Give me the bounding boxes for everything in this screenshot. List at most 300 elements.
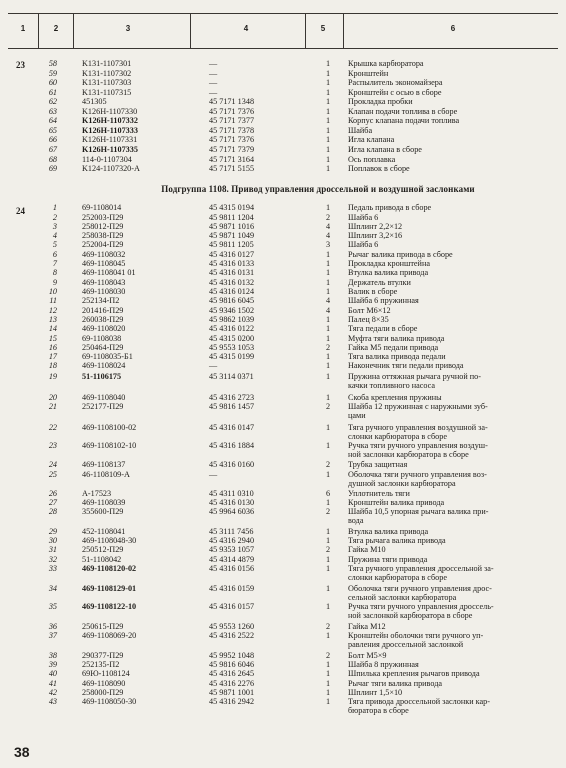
part-name: Тяга педали в сборе xyxy=(348,324,418,333)
table-row-continuation xyxy=(0,411,566,421)
catalog-number: 45 4316 2942 xyxy=(209,697,255,706)
column-divider xyxy=(73,14,74,48)
quantity: 1 xyxy=(325,423,331,432)
part-number: 469-1108120-02 xyxy=(82,564,137,573)
catalog-number: 45 9811 1205 xyxy=(209,240,254,249)
catalog-number: 45 4316 0159 xyxy=(209,584,255,593)
part-name-continuation: бюратора в сборе xyxy=(348,706,409,715)
part-number: 252004-П29 xyxy=(82,240,124,249)
table-row xyxy=(0,240,566,250)
catalog-number: — xyxy=(209,361,218,370)
part-number: K131-1107301 xyxy=(82,59,132,68)
position-number: 19 xyxy=(48,372,57,381)
part-number: 258012-П29 xyxy=(82,222,124,231)
part-name: Муфта тяги валика привода xyxy=(348,334,445,343)
quantity: 1 xyxy=(325,250,331,259)
position-number: 7 xyxy=(52,259,57,268)
position-number: 27 xyxy=(48,498,57,507)
part-name: Ручка тяги ручного управления дроссель- xyxy=(348,602,494,611)
quantity: 1 xyxy=(325,59,331,68)
part-name-continuation: сельной заслонки карбюратора xyxy=(348,593,457,602)
part-number: 469-1108032 xyxy=(82,250,126,259)
quantity: 1 xyxy=(325,259,331,268)
part-name: Кронштейн оболочки тяги ручного уп- xyxy=(348,631,484,640)
part-number: 51-1106175 xyxy=(82,372,122,381)
part-name: Шпилька крепления рычагов привода xyxy=(348,669,480,678)
position-number: 58 xyxy=(48,59,57,68)
catalog-number: 45 4315 0194 xyxy=(209,203,255,212)
quantity: 1 xyxy=(325,631,331,640)
catalog-number: 45 9952 1048 xyxy=(209,651,255,660)
position-number: 35 xyxy=(48,602,57,611)
position-number: 40 xyxy=(48,669,57,678)
table-row xyxy=(0,59,566,69)
quantity: 1 xyxy=(325,97,331,106)
quantity: 4 xyxy=(325,296,331,305)
position-number: 69 xyxy=(48,164,57,173)
quantity: 1 xyxy=(325,155,331,164)
part-number: 451305 xyxy=(82,97,107,106)
catalog-number: 45 4316 0133 xyxy=(209,259,255,268)
catalog-number: 45 9346 1502 xyxy=(209,306,255,315)
position-number: 42 xyxy=(48,688,57,697)
quantity: 2 xyxy=(325,213,331,222)
part-name: Наконечник тяги педали привода xyxy=(348,361,464,370)
part-name: Уплотнитель тяги xyxy=(348,489,410,498)
catalog-number: 45 7171 7377 xyxy=(209,116,255,125)
header-col-5: 5 xyxy=(320,24,326,33)
table-row-continuation xyxy=(0,450,566,460)
quantity: 1 xyxy=(325,564,331,573)
part-number: 469-1108043 xyxy=(82,278,126,287)
part-name: Скоба крепления пружины xyxy=(348,393,442,402)
position-number: 22 xyxy=(48,423,57,432)
part-name-continuation: вода xyxy=(348,516,364,525)
part-name: Прокладка кронштейна xyxy=(348,259,430,268)
table-row xyxy=(0,669,566,679)
group-number-23: 23 xyxy=(16,60,25,70)
part-number: 469-1108122-10 xyxy=(82,602,137,611)
catalog-number: 45 9816 1457 xyxy=(209,402,255,411)
table-row xyxy=(0,203,566,213)
part-name: Клапан подачи топлива в сборе xyxy=(348,107,458,116)
catalog-number: 45 4316 0147 xyxy=(209,423,255,432)
catalog-number: 45 9862 1039 xyxy=(209,315,255,324)
catalog-number: 45 4316 1884 xyxy=(209,441,255,450)
position-number: 8 xyxy=(52,268,57,277)
table-row xyxy=(0,97,566,107)
part-name-continuation: равления дроссельной заслонкой xyxy=(348,640,464,649)
part-name: Шайба 6 xyxy=(348,240,379,249)
catalog-number: 45 4316 0132 xyxy=(209,278,255,287)
quantity: 1 xyxy=(325,441,331,450)
header-col-1: 1 xyxy=(20,24,26,33)
quantity: 1 xyxy=(325,88,331,97)
part-number: 114-0-1107304 xyxy=(82,155,132,164)
position-number: 63 xyxy=(48,107,57,116)
part-number: 452-1108041 xyxy=(82,527,126,536)
catalog-number: 45 3114 0371 xyxy=(209,372,254,381)
position-number: 10 xyxy=(48,287,57,296)
part-number: 250464-П29 xyxy=(82,343,124,352)
catalog-number: 45 4316 2276 xyxy=(209,679,255,688)
position-number: 12 xyxy=(48,306,57,315)
table-row xyxy=(0,164,566,174)
part-name-continuation: цами xyxy=(348,411,366,420)
quantity: 1 xyxy=(325,69,331,78)
part-number: 46-1108109-А xyxy=(82,470,130,479)
part-name: Трубка защитная xyxy=(348,460,408,469)
part-number: 469-1108137 xyxy=(82,460,126,469)
part-number: 469-1108129-01 xyxy=(82,584,137,593)
quantity: 1 xyxy=(325,660,331,669)
part-name: Тяга привода дроссельной заслонки кар- xyxy=(348,697,490,706)
position-number: 31 xyxy=(48,545,57,554)
quantity: 1 xyxy=(325,334,331,343)
part-name-continuation: качки топливного насоса xyxy=(348,381,436,390)
quantity: 1 xyxy=(325,145,331,154)
part-name: Ось поплавка xyxy=(348,155,396,164)
part-name: Держатель втулки xyxy=(348,278,411,287)
position-number: 38 xyxy=(48,651,57,660)
part-name: Тяга валика привода педали xyxy=(348,352,446,361)
part-name: Рычаг тяги валика привода xyxy=(348,679,443,688)
header-col-4: 4 xyxy=(243,24,249,33)
part-name: Шайба 12 пружинная с наружными зуб- xyxy=(348,402,488,411)
quantity: 1 xyxy=(325,315,331,324)
part-name: Крышка карбюратора xyxy=(348,59,424,68)
catalog-number: 45 4316 0127 xyxy=(209,250,255,259)
part-name: Гайка М10 xyxy=(348,545,386,554)
position-number: 39 xyxy=(48,660,57,669)
catalog-number: 45 9871 1001 xyxy=(209,688,255,697)
table-row xyxy=(0,296,566,306)
part-name-continuation: ной заслонки карбюратора в сборе xyxy=(348,450,469,459)
quantity: 2 xyxy=(325,507,331,516)
position-number: 41 xyxy=(48,679,57,688)
part-name: Распылитель экономайзера xyxy=(348,78,443,87)
position-number: 64 xyxy=(48,116,57,125)
quantity: 6 xyxy=(325,489,331,498)
part-number: 252135-П2 xyxy=(82,660,120,669)
table-row-continuation xyxy=(0,381,566,391)
part-number: 252177-П29 xyxy=(82,402,124,411)
position-number: 36 xyxy=(48,622,57,631)
part-number: 469-1108040 xyxy=(82,393,126,402)
position-number: 18 xyxy=(48,361,57,370)
position-number: 65 xyxy=(48,126,57,135)
position-number: 16 xyxy=(48,343,57,352)
part-name: Болт М6×12 xyxy=(348,306,391,315)
part-number: 469-1108069-20 xyxy=(82,631,137,640)
part-name: Гайка М12 xyxy=(348,622,386,631)
part-name: Пружина тяги привода xyxy=(348,555,428,564)
quantity: 1 xyxy=(325,679,331,688)
part-number: 201416-П29 xyxy=(82,306,124,315)
position-number: 43 xyxy=(48,697,57,706)
header-col-3: 3 xyxy=(125,24,131,33)
quantity: 1 xyxy=(325,78,331,87)
position-number: 32 xyxy=(48,555,57,564)
table-row-continuation xyxy=(0,706,566,716)
part-number: 469-1108045 xyxy=(82,259,126,268)
table-row-continuation xyxy=(0,516,566,526)
position-number: 20 xyxy=(48,393,57,402)
catalog-number: 45 9553 1260 xyxy=(209,622,255,631)
position-number: 34 xyxy=(48,584,57,593)
position-number: 9 xyxy=(52,278,57,287)
position-number: 33 xyxy=(48,564,57,573)
position-number: 21 xyxy=(48,402,57,411)
catalog-number: 45 7171 7378 xyxy=(209,126,255,135)
quantity: 1 xyxy=(325,116,331,125)
part-name: Прокладка пробки xyxy=(348,97,413,106)
catalog-number: 45 9871 1049 xyxy=(209,231,255,240)
position-number: 30 xyxy=(48,536,57,545)
table-row xyxy=(0,361,566,371)
part-number: 469-1108048-30 xyxy=(82,536,137,545)
catalog-number: 45 7171 7379 xyxy=(209,145,255,154)
catalog-number: — xyxy=(209,470,218,479)
position-number: 68 xyxy=(48,155,57,164)
position-number: 15 xyxy=(48,334,57,343)
catalog-number: 45 7171 7376 xyxy=(209,107,255,116)
position-number: 62 xyxy=(48,97,57,106)
catalog-number: — xyxy=(209,88,218,97)
group-number-24: 24 xyxy=(16,206,25,216)
catalog-number: 45 9816 6045 xyxy=(209,296,255,305)
quantity: 1 xyxy=(325,126,331,135)
part-name: Пружина оттяжная рычага ручной по- xyxy=(348,372,481,381)
quantity: 4 xyxy=(325,306,331,315)
position-number: 2 xyxy=(52,213,57,222)
catalog-number: 45 7171 7376 xyxy=(209,135,255,144)
position-number: 26 xyxy=(48,489,57,498)
part-name: Кронштейн валика привода xyxy=(348,498,445,507)
part-number: 469-1108020 xyxy=(82,324,126,333)
quantity: 2 xyxy=(325,545,331,554)
header-col-6: 6 xyxy=(450,24,456,33)
quantity: 2 xyxy=(325,402,331,411)
catalog-number: — xyxy=(209,59,218,68)
part-name: Гайка М5 педали привода xyxy=(348,343,439,352)
table-row xyxy=(0,545,566,555)
part-number: 258038-П29 xyxy=(82,231,124,240)
part-number: 260038-П29 xyxy=(82,315,124,324)
quantity: 1 xyxy=(325,107,331,116)
part-name: Шайба 6 пружинная xyxy=(348,296,419,305)
catalog-number: 45 9871 1016 xyxy=(209,222,255,231)
column-divider xyxy=(190,14,191,48)
position-number: 59 xyxy=(48,69,57,78)
part-number: K126H-1107333 xyxy=(82,126,138,135)
position-number: 11 xyxy=(49,296,57,305)
part-name: Рычаг валика привода в сборе xyxy=(348,250,453,259)
catalog-number: 45 4316 2940 xyxy=(209,536,255,545)
quantity: 1 xyxy=(325,669,331,678)
part-number: 69-1108014 xyxy=(82,203,122,212)
part-number: 252134-П2 xyxy=(82,296,120,305)
subgroup-title: Подгруппа 1108. Привод управления дроссельной и воздушной заслонками xyxy=(161,184,475,194)
quantity: 1 xyxy=(325,203,331,212)
catalog-number: 45 3111 7456 xyxy=(209,527,254,536)
catalog-number: 45 4316 2645 xyxy=(209,669,255,678)
catalog-number: 45 9353 1057 xyxy=(209,545,255,554)
table-row xyxy=(0,460,566,470)
position-number: 25 xyxy=(48,470,57,479)
column-divider xyxy=(305,14,306,48)
table-header xyxy=(8,13,558,49)
catalog-number: 45 4315 0200 xyxy=(209,334,255,343)
part-name: Шплинт 1,5×10 xyxy=(348,688,403,697)
part-number: 469-1108090 xyxy=(82,679,126,688)
position-number: 14 xyxy=(48,324,57,333)
position-number: 37 xyxy=(48,631,57,640)
part-name: Втулка валика привода xyxy=(348,527,429,536)
quantity: 1 xyxy=(325,602,331,611)
part-name: Игла клапана xyxy=(348,135,395,144)
table-row xyxy=(0,135,566,145)
part-number: 469-1108039 xyxy=(82,498,126,507)
position-number: 5 xyxy=(52,240,57,249)
part-name: Шайба 10,5 упорная рычага валика при- xyxy=(348,507,489,516)
quantity: 1 xyxy=(325,584,331,593)
part-number: K126H-1107335 xyxy=(82,145,138,154)
part-number: 51-1108042 xyxy=(82,555,122,564)
quantity: 1 xyxy=(325,470,331,479)
quantity: 1 xyxy=(325,555,331,564)
part-number: 469-1108030 xyxy=(82,287,126,296)
quantity: 1 xyxy=(325,352,331,361)
position-number: 1 xyxy=(52,203,57,212)
part-name: Оболочка тяги ручного управления дрос- xyxy=(348,584,492,593)
table-row xyxy=(0,78,566,88)
part-number: 469-1108050-30 xyxy=(82,697,137,706)
catalog-number: — xyxy=(209,69,218,78)
quantity: 1 xyxy=(325,268,331,277)
part-name: Поплавок в сборе xyxy=(348,164,410,173)
table-row xyxy=(0,268,566,278)
column-divider xyxy=(38,14,39,48)
part-name: Кронштейн с осью в сборе xyxy=(348,88,442,97)
part-name: Игла клапана в сборе xyxy=(348,145,422,154)
quantity: 1 xyxy=(325,164,331,173)
part-number: 69Ю-1108124 xyxy=(82,669,130,678)
catalog-number: 45 9811 1204 xyxy=(209,213,254,222)
part-number: K126H-1107330 xyxy=(82,107,138,116)
catalog-number: 45 4316 0131 xyxy=(209,268,255,277)
part-number: А-17523 xyxy=(82,489,112,498)
part-number: 469-1108102-10 xyxy=(82,441,137,450)
catalog-number: 45 9816 6046 xyxy=(209,660,255,669)
position-number: 24 xyxy=(48,460,57,469)
part-name: Шплинт 3,2×16 xyxy=(348,231,403,240)
part-name: Ручка тяги ручного управления воздуш- xyxy=(348,441,488,450)
table-row xyxy=(0,145,566,155)
part-name: Корпус клапана подачи топлива xyxy=(348,116,460,125)
part-name: Шайба xyxy=(348,126,373,135)
catalog-number: 45 4315 0199 xyxy=(209,352,255,361)
part-name: Шайба 6 xyxy=(348,213,379,222)
part-number: 69-1108038 xyxy=(82,334,122,343)
part-number: 469-1108041 01 xyxy=(82,268,136,277)
part-name: Педаль привода в сборе xyxy=(348,203,432,212)
part-name: Валик в сборе xyxy=(348,287,398,296)
quantity: 2 xyxy=(325,622,331,631)
part-name-continuation: ной заслонкой карбюратора в сборе xyxy=(348,611,473,620)
catalog-number: 45 9553 1053 xyxy=(209,343,255,352)
catalog-number: 45 4316 0160 xyxy=(209,460,255,469)
table-row xyxy=(0,116,566,126)
part-name: Тяга рычага валика привода xyxy=(348,536,446,545)
part-number: 252003-П29 xyxy=(82,213,124,222)
position-number: 6 xyxy=(52,250,57,259)
header-col-2: 2 xyxy=(53,24,59,33)
quantity: 1 xyxy=(325,135,331,144)
part-name: Кронштейн xyxy=(348,69,389,78)
column-divider xyxy=(343,14,344,48)
catalog-number: 45 4311 0310 xyxy=(209,489,254,498)
part-number: 355600-П29 xyxy=(82,507,124,516)
position-number: 67 xyxy=(48,145,57,154)
table-row-continuation xyxy=(0,640,566,650)
part-number: K126H-1107332 xyxy=(82,116,138,125)
part-number: 469-1108100-02 xyxy=(82,423,137,432)
table-row-continuation xyxy=(0,573,566,583)
quantity: 1 xyxy=(325,324,331,333)
part-number: 250615-П29 xyxy=(82,622,124,631)
position-number: 17 xyxy=(48,352,57,361)
quantity: 3 xyxy=(325,240,331,249)
position-number: 13 xyxy=(48,315,57,324)
part-number: K131-1107315 xyxy=(82,88,132,97)
part-name: Тяга ручного управления дроссельной за- xyxy=(348,564,494,573)
quantity: 1 xyxy=(325,498,331,507)
catalog-number: 45 4316 0156 xyxy=(209,564,255,573)
position-number: 23 xyxy=(48,441,57,450)
catalog-number: 45 4316 0122 xyxy=(209,324,255,333)
position-number: 60 xyxy=(48,78,57,87)
quantity: 1 xyxy=(325,527,331,536)
part-number: 250512-П29 xyxy=(82,545,124,554)
table-row-continuation xyxy=(0,479,566,489)
part-number: K131-1107303 xyxy=(82,78,132,87)
position-number: 29 xyxy=(48,527,57,536)
catalog-number: — xyxy=(209,78,218,87)
quantity: 1 xyxy=(325,278,331,287)
part-number: K131-1107302 xyxy=(82,69,132,78)
quantity: 1 xyxy=(325,372,331,381)
page-number: 38 xyxy=(14,744,30,760)
table-row xyxy=(0,324,566,334)
part-name: Палец 8×35 xyxy=(348,315,389,324)
catalog-number: 45 4316 2723 xyxy=(209,393,255,402)
catalog-number: 45 9964 6036 xyxy=(209,507,255,516)
part-name: Втулка валика привода xyxy=(348,268,429,277)
quantity: 1 xyxy=(325,361,331,370)
part-name: Тяга ручного управления воздушной за- xyxy=(348,423,488,432)
part-number: 69-1108035-Б1 xyxy=(82,352,133,361)
part-name: Оболочка тяги ручного управления воз- xyxy=(348,470,487,479)
part-number: 258000-П29 xyxy=(82,688,124,697)
quantity: 2 xyxy=(325,343,331,352)
part-number: 290377-П29 xyxy=(82,651,124,660)
quantity: 4 xyxy=(325,222,331,231)
part-name-continuation: слонки карбюратора в сборе xyxy=(348,573,447,582)
quantity: 2 xyxy=(325,651,331,660)
part-name: Болт М5×9 xyxy=(348,651,387,660)
quantity: 1 xyxy=(325,536,331,545)
